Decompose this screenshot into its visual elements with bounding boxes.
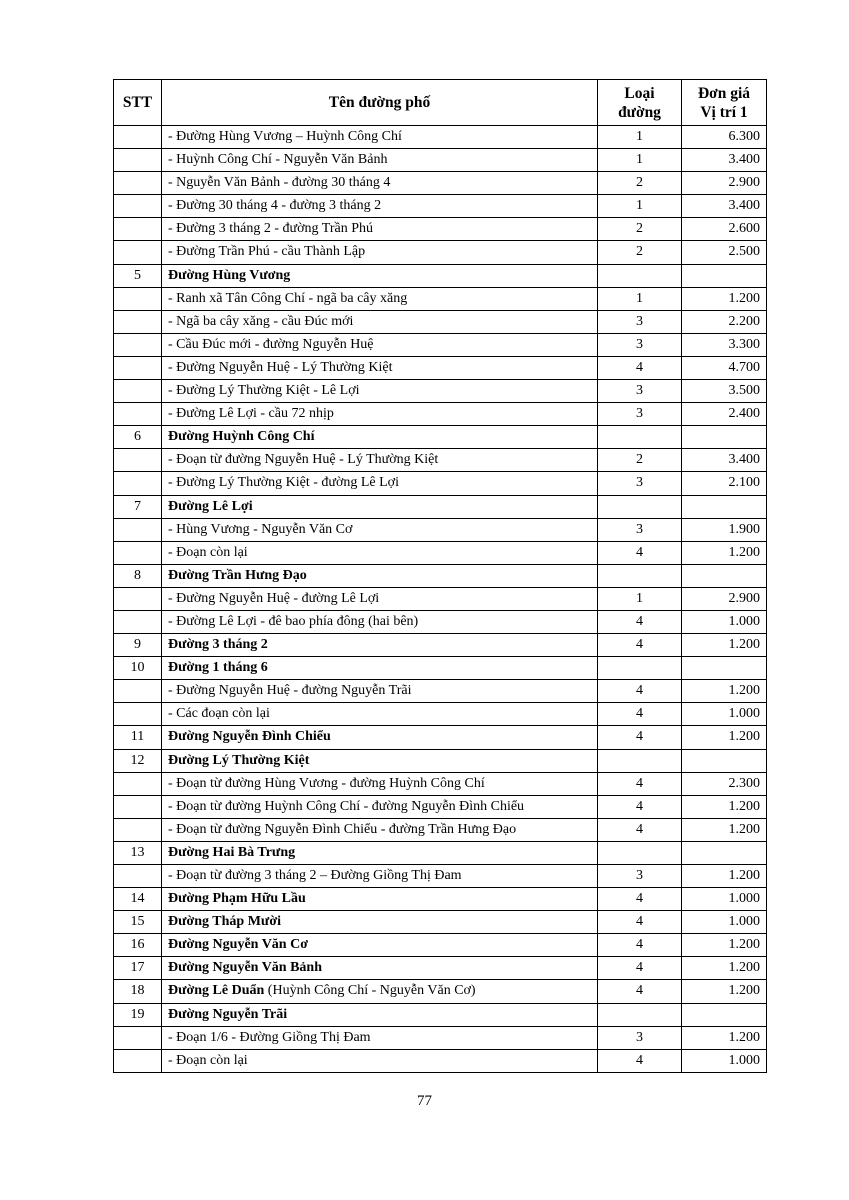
street-segment: - Đường Lý Thường Kiệt - Lê Lợi — [168, 383, 360, 399]
table-row — [114, 426, 767, 449]
street-note: (Huỳnh Công Chí - Nguyễn Văn Cơ) — [264, 983, 476, 999]
street-heading: Đường 3 tháng 2 — [168, 637, 268, 653]
street-segment: - Đoạn từ đường 3 tháng 2 – Đường Giồng Thị Đam — [168, 868, 462, 883]
cell-stt — [114, 610, 162, 633]
street-segment: - Đoạn từ đường Hùng Vương - đường Huỳnh Công Chí — [168, 775, 485, 791]
cell-ten-duong — [162, 195, 598, 218]
cell-ten-duong — [162, 310, 598, 333]
table-row — [114, 1026, 767, 1049]
cell-stt — [114, 356, 162, 379]
cell-ten-duong — [162, 934, 598, 957]
header-gia-line2: Vị trí 1 — [700, 103, 748, 121]
cell-loai-duong: 4 — [598, 703, 682, 726]
cell-don-gia: 2.400 — [682, 403, 767, 426]
table-row — [114, 241, 767, 264]
street-heading: Đường Lý Thường Kiệt — [168, 752, 310, 768]
cell-loai-duong: 4 — [598, 888, 682, 911]
cell-loai-duong: 1 — [598, 126, 682, 149]
street-heading: Đường Hùng Vương — [168, 267, 291, 283]
street-segment: - Đường Lý Thường Kiệt - đường Lê Lợi — [168, 475, 399, 491]
street-heading: Đường Nguyễn Văn Bảnh — [168, 960, 322, 976]
header-loai-line1: Loại — [624, 84, 655, 102]
cell-don-gia: 1.000 — [682, 610, 767, 633]
cell-ten-duong — [162, 841, 598, 864]
table-row — [114, 749, 767, 772]
cell-loai-duong: 3 — [598, 310, 682, 333]
street-segment: - Đoạn còn lại — [168, 544, 248, 560]
cell-ten-duong — [162, 818, 598, 841]
cell-don-gia — [682, 426, 767, 449]
street-segment: - Hùng Vương - Nguyễn Văn Cơ — [168, 521, 353, 537]
cell-don-gia: 1.200 — [682, 957, 767, 980]
cell-stt — [114, 172, 162, 195]
table-row — [114, 980, 767, 1003]
cell-loai-duong — [598, 495, 682, 518]
cell-ten-duong — [162, 865, 598, 888]
street-segment: - Đoạn từ đường Nguyễn Đình Chiểu - đường Trần Hưng Đạo — [168, 821, 517, 837]
cell-stt — [114, 541, 162, 564]
cell-stt: 10 — [114, 657, 162, 680]
cell-don-gia: 4.700 — [682, 356, 767, 379]
table-row — [114, 1003, 767, 1026]
cell-loai-duong — [598, 841, 682, 864]
cell-loai-duong: 4 — [598, 610, 682, 633]
cell-don-gia: 1.000 — [682, 1049, 767, 1072]
cell-ten-duong — [162, 472, 598, 495]
cell-stt: 9 — [114, 634, 162, 657]
street-segment: - Đường Hùng Vương – Huỳnh Công Chí — [168, 129, 402, 144]
cell-ten-duong — [162, 587, 598, 610]
cell-loai-duong: 1 — [598, 149, 682, 172]
cell-stt — [114, 795, 162, 818]
table-row — [114, 957, 767, 980]
cell-don-gia: 1.000 — [682, 888, 767, 911]
street-segment: - Đường Lê Lợi - cầu 72 nhịp — [168, 406, 334, 422]
street-heading: Đường Lê Duẩn — [168, 983, 265, 999]
cell-don-gia: 6.300 — [682, 126, 767, 149]
cell-stt — [114, 818, 162, 841]
cell-ten-duong — [162, 449, 598, 472]
table-row — [114, 541, 767, 564]
street-segment: - Đường Nguyễn Huệ - đường Nguyễn Trãi — [168, 683, 412, 699]
cell-don-gia — [682, 1003, 767, 1026]
table-row — [114, 449, 767, 472]
cell-loai-duong: 4 — [598, 1049, 682, 1072]
street-heading: Đường Nguyễn Trãi — [168, 1006, 288, 1022]
cell-don-gia: 3.400 — [682, 195, 767, 218]
cell-loai-duong — [598, 1003, 682, 1026]
street-heading: Đường Huỳnh Công Chí — [168, 429, 315, 445]
cell-ten-duong — [162, 749, 598, 772]
cell-loai-duong: 2 — [598, 172, 682, 195]
cell-don-gia: 2.900 — [682, 587, 767, 610]
cell-stt — [114, 241, 162, 264]
cell-stt: 6 — [114, 426, 162, 449]
cell-stt: 8 — [114, 564, 162, 587]
cell-ten-duong — [162, 541, 598, 564]
cell-loai-duong: 4 — [598, 356, 682, 379]
table-row — [114, 657, 767, 680]
table-row — [114, 333, 767, 356]
street-heading: Đường Phạm Hữu Lầu — [168, 891, 306, 907]
cell-loai-duong: 4 — [598, 818, 682, 841]
cell-stt — [114, 865, 162, 888]
street-segment: - Huỳnh Công Chí - Nguyễn Văn Bảnh — [168, 152, 388, 168]
table-row — [114, 287, 767, 310]
street-heading: Đường Nguyễn Đình Chiểu — [168, 729, 331, 745]
cell-loai-duong: 2 — [598, 449, 682, 472]
table-row — [114, 472, 767, 495]
cell-loai-duong: 1 — [598, 195, 682, 218]
cell-loai-duong: 2 — [598, 218, 682, 241]
street-segment: - Đường Nguyễn Huệ - đường Lê Lợi — [168, 590, 380, 606]
street-heading: Đường Tháp Mười — [168, 914, 281, 930]
header-stt: STT — [114, 80, 162, 126]
cell-stt — [114, 310, 162, 333]
table-row — [114, 818, 767, 841]
cell-ten-duong — [162, 356, 598, 379]
street-heading: Đường 1 tháng 6 — [168, 660, 268, 676]
cell-don-gia: 1.200 — [682, 865, 767, 888]
cell-loai-duong: 3 — [598, 1026, 682, 1049]
cell-ten-duong — [162, 403, 598, 426]
cell-ten-duong — [162, 703, 598, 726]
cell-don-gia: 2.900 — [682, 172, 767, 195]
cell-loai-duong: 1 — [598, 287, 682, 310]
table-row — [114, 703, 767, 726]
table-row — [114, 587, 767, 610]
cell-don-gia: 2.600 — [682, 218, 767, 241]
header-gia-line1: Đơn giá — [697, 84, 751, 102]
cell-loai-duong: 4 — [598, 980, 682, 1003]
table-row — [114, 911, 767, 934]
cell-don-gia: 1.200 — [682, 1026, 767, 1049]
cell-loai-duong: 1 — [598, 587, 682, 610]
cell-don-gia: 1.200 — [682, 634, 767, 657]
table-row — [114, 403, 767, 426]
cell-don-gia — [682, 264, 767, 287]
street-segment: - Đoạn còn lại — [168, 1052, 248, 1068]
cell-ten-duong — [162, 957, 598, 980]
cell-ten-duong — [162, 518, 598, 541]
header-row — [114, 80, 767, 126]
cell-ten-duong — [162, 980, 598, 1003]
table-row — [114, 726, 767, 749]
table-row — [114, 888, 767, 911]
street-segment: - Đường Nguyễn Huệ - Lý Thường Kiệt — [168, 359, 393, 375]
street-segment: - Đường Lê Lợi - đê bao phía đông (hai bên) — [168, 613, 419, 629]
table-row — [114, 495, 767, 518]
cell-stt: 18 — [114, 980, 162, 1003]
cell-don-gia: 1.200 — [682, 795, 767, 818]
street-heading: Đường Trần Hưng Đạo — [168, 567, 307, 583]
table-row — [114, 264, 767, 287]
cell-ten-duong — [162, 172, 598, 195]
cell-stt — [114, 587, 162, 610]
table-row — [114, 1049, 767, 1072]
cell-loai-duong: 4 — [598, 680, 682, 703]
cell-ten-duong — [162, 795, 598, 818]
cell-stt: 12 — [114, 749, 162, 772]
header-loai-line2: đường — [618, 103, 661, 121]
cell-stt: 14 — [114, 888, 162, 911]
cell-stt — [114, 149, 162, 172]
street-segment: - Các đoạn còn lại — [168, 706, 270, 722]
cell-ten-duong — [162, 680, 598, 703]
cell-ten-duong — [162, 610, 598, 633]
cell-stt — [114, 472, 162, 495]
cell-ten-duong — [162, 564, 598, 587]
street-segment: - Đoạn 1/6 - Đường Giồng Thị Đam — [168, 1029, 371, 1045]
cell-don-gia: 1.200 — [682, 818, 767, 841]
cell-loai-duong: 4 — [598, 911, 682, 934]
cell-don-gia: 2.200 — [682, 310, 767, 333]
cell-loai-duong: 4 — [598, 726, 682, 749]
street-segment: - Ngã ba cây xăng - cầu Đúc mới — [168, 313, 354, 329]
cell-don-gia: 1.200 — [682, 980, 767, 1003]
table-row — [114, 195, 767, 218]
table-row — [114, 865, 767, 888]
table-row — [114, 564, 767, 587]
cell-ten-duong — [162, 495, 598, 518]
cell-ten-duong — [162, 1003, 598, 1026]
table-row — [114, 610, 767, 633]
cell-loai-duong: 3 — [598, 333, 682, 356]
cell-don-gia: 1.200 — [682, 541, 767, 564]
header-don-gia — [682, 80, 767, 126]
cell-loai-duong: 4 — [598, 772, 682, 795]
page-number: 77 — [417, 1093, 432, 1109]
cell-stt — [114, 195, 162, 218]
cell-stt — [114, 680, 162, 703]
cell-don-gia: 1.200 — [682, 934, 767, 957]
cell-don-gia: 2.300 — [682, 772, 767, 795]
cell-loai-duong: 3 — [598, 518, 682, 541]
cell-ten-duong — [162, 1049, 598, 1072]
cell-loai-duong — [598, 564, 682, 587]
table-row — [114, 680, 767, 703]
table-row — [114, 772, 767, 795]
cell-loai-duong: 4 — [598, 934, 682, 957]
cell-stt: 13 — [114, 841, 162, 864]
cell-loai-duong: 4 — [598, 795, 682, 818]
table-row — [114, 172, 767, 195]
cell-ten-duong — [162, 726, 598, 749]
cell-don-gia: 3.500 — [682, 380, 767, 403]
street-segment: - Đường 3 tháng 2 - đường Trần Phú — [168, 221, 373, 237]
table-row — [114, 634, 767, 657]
table-row — [114, 149, 767, 172]
street-segment: - Nguyễn Văn Bảnh - đường 30 tháng 4 — [168, 175, 391, 191]
cell-don-gia: 1.900 — [682, 518, 767, 541]
cell-don-gia: 3.300 — [682, 333, 767, 356]
cell-loai-duong: 3 — [598, 865, 682, 888]
price-table — [113, 79, 767, 1073]
cell-ten-duong — [162, 218, 598, 241]
street-heading: Đường Lê Lợi — [168, 498, 253, 514]
cell-stt: 7 — [114, 495, 162, 518]
table-row — [114, 380, 767, 403]
cell-ten-duong — [162, 634, 598, 657]
cell-ten-duong — [162, 772, 598, 795]
table-row — [114, 934, 767, 957]
table-row — [114, 126, 767, 149]
header-ten-duong-pho: Tên đường phố — [162, 80, 598, 126]
cell-ten-duong — [162, 888, 598, 911]
cell-loai-duong: 4 — [598, 634, 682, 657]
cell-stt: 17 — [114, 957, 162, 980]
cell-don-gia: 1.000 — [682, 911, 767, 934]
street-segment: - Đoạn từ đường Nguyễn Huệ - Lý Thường Kiệt — [168, 452, 439, 468]
cell-stt — [114, 218, 162, 241]
street-heading: Đường Nguyễn Văn Cơ — [168, 937, 308, 953]
cell-ten-duong — [162, 264, 598, 287]
cell-ten-duong — [162, 287, 598, 310]
cell-stt — [114, 772, 162, 795]
cell-stt: 16 — [114, 934, 162, 957]
street-segment: - Cầu Đúc mới - đường Nguyễn Huệ — [168, 336, 374, 352]
cell-loai-duong: 2 — [598, 241, 682, 264]
cell-loai-duong: 3 — [598, 472, 682, 495]
cell-ten-duong — [162, 657, 598, 680]
cell-stt — [114, 287, 162, 310]
table-row — [114, 356, 767, 379]
cell-ten-duong — [162, 380, 598, 403]
cell-don-gia: 2.500 — [682, 241, 767, 264]
cell-loai-duong: 3 — [598, 403, 682, 426]
cell-stt — [114, 518, 162, 541]
cell-don-gia: 1.200 — [682, 680, 767, 703]
cell-loai-duong: 3 — [598, 380, 682, 403]
cell-don-gia: 1.000 — [682, 703, 767, 726]
cell-loai-duong: 4 — [598, 541, 682, 564]
cell-stt: 5 — [114, 264, 162, 287]
cell-don-gia — [682, 495, 767, 518]
cell-stt — [114, 333, 162, 356]
street-segment: - Đường Trần Phú - cầu Thành Lập — [168, 244, 366, 260]
cell-stt — [114, 449, 162, 472]
table-row — [114, 310, 767, 333]
street-segment: - Đoạn từ đường Huỳnh Công Chí - đường Nguyễn Đình Chiểu — [168, 798, 525, 814]
table-header — [114, 80, 767, 126]
cell-loai-duong: 4 — [598, 957, 682, 980]
cell-don-gia: 1.200 — [682, 726, 767, 749]
street-heading: Đường Hai Bà Trưng — [168, 844, 296, 860]
table-row — [114, 795, 767, 818]
cell-ten-duong — [162, 333, 598, 356]
cell-don-gia — [682, 657, 767, 680]
table-row — [114, 218, 767, 241]
table-row — [114, 518, 767, 541]
cell-ten-duong — [162, 126, 598, 149]
cell-don-gia — [682, 841, 767, 864]
cell-don-gia: 3.400 — [682, 149, 767, 172]
table-row — [114, 841, 767, 864]
cell-ten-duong — [162, 241, 598, 264]
cell-stt — [114, 1026, 162, 1049]
cell-loai-duong — [598, 426, 682, 449]
cell-loai-duong — [598, 657, 682, 680]
cell-don-gia: 3.400 — [682, 449, 767, 472]
cell-loai-duong — [598, 749, 682, 772]
cell-don-gia — [682, 564, 767, 587]
cell-don-gia — [682, 749, 767, 772]
cell-stt — [114, 703, 162, 726]
cell-don-gia: 1.200 — [682, 287, 767, 310]
cell-stt — [114, 380, 162, 403]
cell-ten-duong — [162, 911, 598, 934]
cell-don-gia: 2.100 — [682, 472, 767, 495]
cell-stt: 11 — [114, 726, 162, 749]
street-segment: - Đường 30 tháng 4 - đường 3 tháng 2 — [168, 198, 382, 214]
table-body — [114, 126, 767, 1073]
cell-ten-duong — [162, 426, 598, 449]
cell-stt — [114, 126, 162, 149]
cell-ten-duong — [162, 1026, 598, 1049]
cell-stt: 15 — [114, 911, 162, 934]
cell-stt — [114, 1049, 162, 1072]
cell-stt: 19 — [114, 1003, 162, 1026]
street-segment: - Ranh xã Tân Công Chí - ngã ba cây xăng — [168, 290, 408, 306]
cell-loai-duong — [598, 264, 682, 287]
cell-stt — [114, 403, 162, 426]
cell-ten-duong — [162, 149, 598, 172]
header-loai-duong — [598, 80, 682, 126]
